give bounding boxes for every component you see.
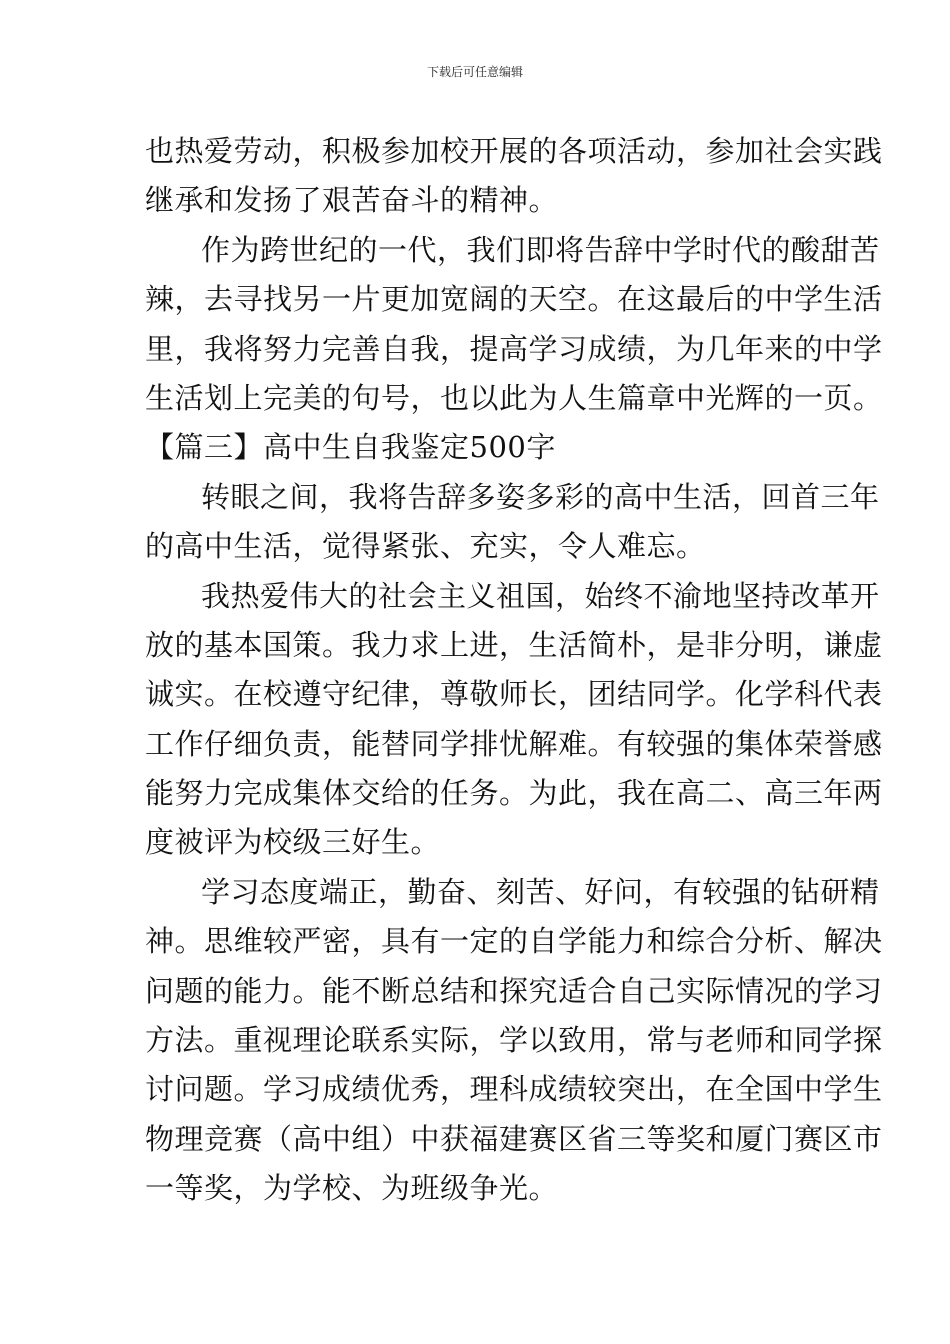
text-line: 神。思维较严密，具有一定的自学能力和综合分析、解决 bbox=[145, 924, 883, 959]
text-line: 也热爱劳动，积极参加校开展的各项活动，参加社会实践 bbox=[145, 134, 883, 168]
text-line: 讨问题。学习成绩优秀，理科成绩较突出，在全国中学生 bbox=[145, 1072, 883, 1107]
text-line: 一等奖，为学校、为班级争光。 bbox=[145, 1171, 559, 1206]
text-line: 方法。重视理论联系实际，学以致用，常与老师和同学探 bbox=[145, 1023, 883, 1058]
page-header: 下载后可任意编辑 bbox=[426, 65, 523, 79]
text-line: 工作仔细负责，能替同学排忧解难。有较强的集体荣誉感 bbox=[145, 726, 883, 761]
section-heading: 【篇三】高中生自我鉴定500字 bbox=[145, 430, 556, 465]
text-line: 学习态度端正，勤奋、刻苦、好问，有较强的钻研精 bbox=[201, 874, 880, 909]
text-line: 生活划上完美的句号，也以此为人生篇章中光辉的一页。 bbox=[145, 380, 883, 415]
text-line: 里，我将努力完善自我，提高学习成绩，为几年来的中学 bbox=[145, 331, 883, 366]
text-line: 转眼之间，我将告辞多姿多彩的高中生活，回首三年 bbox=[201, 479, 880, 514]
text-line: 问题的能力。能不断总结和探究适合自己实际情况的学习 bbox=[145, 973, 883, 1008]
text-line: 诚实。在校遵守纪律，尊敬师长，团结同学。化学科代表 bbox=[145, 677, 883, 712]
text-line: 度被评为校级三好生。 bbox=[145, 825, 441, 860]
text-line: 继承和发扬了艰苦奋斗的精神。 bbox=[145, 183, 559, 218]
text-line: 放的基本国策。我力求上进，生活简朴，是非分明，谦虚 bbox=[145, 627, 883, 662]
document-body bbox=[145, 127, 883, 1214]
text-line: 物理竞赛（高中组）中获福建赛区省三等奖和厦门赛区市 bbox=[145, 1121, 883, 1156]
text-line: 作为跨世纪的一代，我们即将告辞中学时代的酸甜苦 bbox=[201, 232, 880, 267]
text-line: 我热爱伟大的社会主义祖国，始终不渝地坚持改革开 bbox=[201, 578, 880, 613]
text-line: 辣，去寻找另一片更加宽阔的天空。在这最后的中学生活 bbox=[145, 282, 883, 317]
text-line: 能努力完成集体交给的任务。为此，我在高二、高三年两 bbox=[145, 776, 883, 811]
text-line: 的高中生活，觉得紧张、充实，令人难忘。 bbox=[145, 529, 706, 564]
